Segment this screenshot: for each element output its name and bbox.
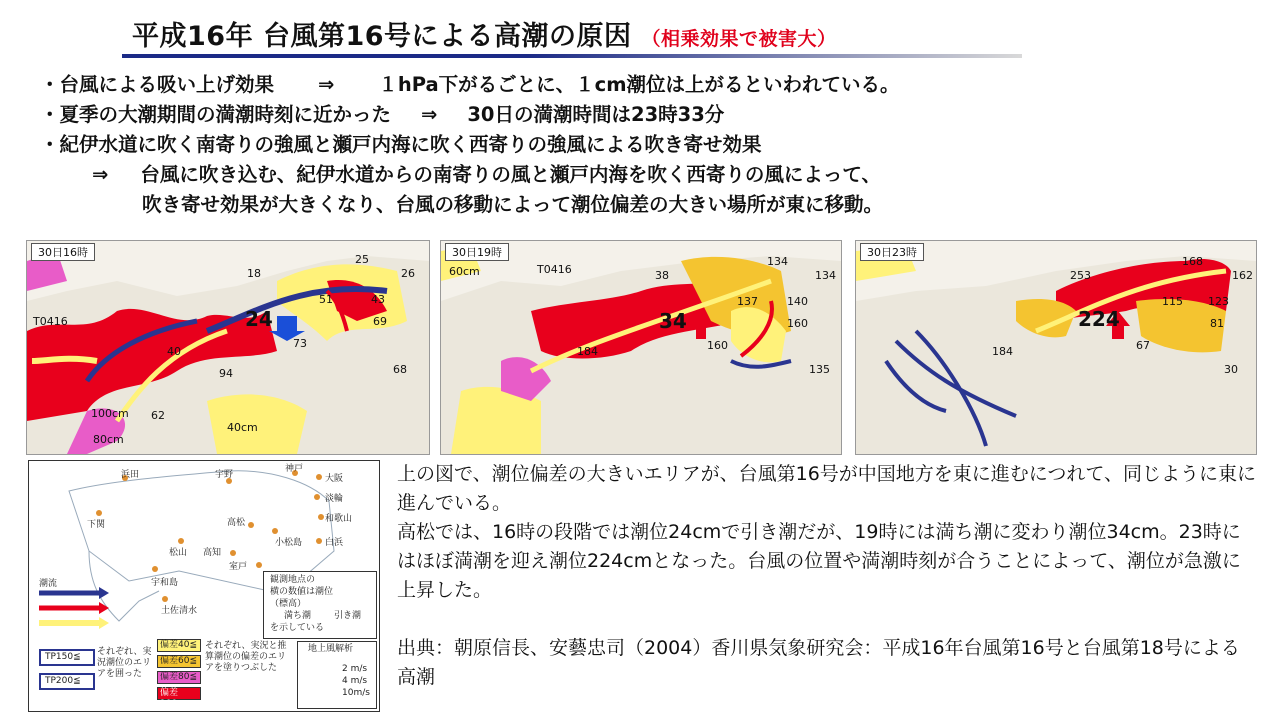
observation-note-box [263, 571, 377, 639]
station-value: 40 [167, 345, 181, 358]
obs-note: 観測地点の [270, 575, 316, 585]
dev100-label: 偏差100≦ [160, 688, 185, 709]
bullet-1-text: ・台風による吸い上げ効果 [40, 73, 275, 96]
bullet-3-sub-1-text: 台風に吹き込む、紀伊水道からの南寄りの風と瀬戸内海を吹く西寄りの風によって、 [140, 163, 881, 186]
map-legend [28, 460, 380, 712]
station-value: 160 [787, 317, 808, 330]
dev80-label: 偏差80≦ [160, 672, 197, 682]
town-label: 下関 [87, 520, 106, 530]
station-value: 168 [1182, 255, 1203, 268]
wind-speed-label: 4 m/s [342, 676, 368, 686]
bullet-1 [40, 70, 1250, 100]
bullet-3 [40, 130, 1250, 160]
station-value: 140 [787, 295, 808, 308]
tp-note: それぞれ、実況潮位のエリアを囲った [97, 647, 152, 679]
station-value: 184 [992, 345, 1013, 358]
takamatsu-value: 224 [1078, 307, 1120, 331]
tp200-label: TP200≦ [45, 676, 81, 686]
station-value: 115 [1162, 295, 1183, 308]
map-time-label: 30日19時 [445, 243, 509, 261]
station-value: 67 [1136, 339, 1150, 352]
dev40-swatch [157, 639, 201, 652]
town-label: 浜田 [121, 470, 140, 480]
obs-note: （標高） [270, 599, 307, 609]
dev40-label: 偏差40≦ [160, 640, 197, 650]
description [397, 460, 1257, 692]
station-value: 94 [219, 367, 233, 380]
typhoon-label: T0416 [33, 315, 68, 328]
station-value: 160 [707, 339, 728, 352]
bullet-list [40, 70, 1250, 220]
bullet-2-detail: 30日の満潮時間は23時33分 [467, 103, 725, 126]
town-label: 神戸 [285, 464, 304, 474]
tp150-swatch [39, 649, 95, 666]
dev-note: それぞれ、実況と推算潮位の偏差のエリアを塗りつぶした [205, 641, 287, 673]
source-citation: 出典：朝原信長、安藝忠司（2004）香川県気象研究会：平成16年台風第16号と台風第18号による高潮 [397, 637, 1240, 688]
page-title [132, 14, 837, 53]
deviation-label: 60cm [449, 265, 480, 278]
station-value: 135 [809, 363, 830, 376]
current-legend-label: 潮流 [39, 579, 58, 589]
arrow-icon: ⇒ [421, 103, 438, 126]
bullet-3-sub-2: 吹き寄せ効果が大きくなり、台風の移動によって潮位偏差の大きい場所が東に移動。 [142, 193, 884, 216]
bullet-3-text: ・紀伊水道に吹く南寄りの強風と瀬戸内海に吹く西寄りの強風による吹き寄せ効果 [40, 133, 762, 156]
town-label: 大阪 [325, 474, 344, 484]
station-value: 123 [1208, 295, 1229, 308]
arrow-icon: ⇒ [92, 163, 109, 186]
deviation-label: 40cm [227, 421, 258, 434]
title-area [122, 8, 1062, 60]
town-label: 白浜 [325, 538, 344, 548]
station-value: 62 [151, 409, 165, 422]
tide-map-19h [440, 240, 842, 455]
station-value: 162 [1232, 269, 1253, 282]
dev100-swatch [157, 687, 201, 709]
station-value: 26 [401, 267, 415, 280]
station-value: 81 [1210, 317, 1224, 330]
deviation-label: 100cm [91, 407, 129, 420]
station-value: 137 [737, 295, 758, 308]
town-label: 和歌山 [325, 514, 353, 524]
bullet-1-detail: １hPa下がるごとに、１cm潮位は上がるといわれている。 [378, 73, 900, 96]
typhoon-label: T0416 [537, 263, 572, 276]
station-value: 73 [293, 337, 307, 350]
town-label: 宇野 [215, 470, 234, 480]
obs-note: 横の数値は潮位 [270, 587, 334, 597]
description-p2: 高松では、16時の段階では潮位24cmで引き潮だが、19時には満ち潮に変わり潮位34cm。23時にはほぼ満潮を迎え潮位224cmとなった。台風の位置や満潮時刻が合うことによって、潮位が急激に上昇した。 [397, 521, 1241, 601]
title-underline [122, 54, 1022, 58]
wind-speed-label: 10m/s [342, 688, 370, 698]
takamatsu-value: 34 [659, 309, 687, 333]
obs-note-falling: 引き潮 [334, 611, 362, 621]
station-value: 253 [1070, 269, 1091, 282]
bullet-3-sub-1 [40, 160, 1250, 190]
town-label: 土佐清水 [161, 606, 198, 616]
wind-title: 地上風解析 [308, 644, 354, 654]
town-label: 小松島 [275, 538, 303, 548]
town-label: 高松 [227, 518, 246, 528]
station-value: 68 [393, 363, 407, 376]
station-value: 134 [767, 255, 788, 268]
bullet-2-text: ・夏季の大潮期間の満潮時刻に近かった [40, 103, 392, 126]
takamatsu-value: 24 [245, 307, 273, 331]
arrow-icon: ⇒ [318, 73, 335, 96]
town-label: 宇和島 [151, 578, 179, 588]
wind-speed-label: 2 m/s [342, 664, 368, 674]
tide-map-16h [26, 240, 430, 455]
tp200-swatch [39, 673, 95, 690]
town-label: 高知 [203, 548, 222, 558]
dev60-swatch [157, 655, 201, 668]
station-value: 18 [247, 267, 261, 280]
station-value: 69 [373, 315, 387, 328]
map-19h-drawing [441, 241, 841, 454]
station-value: 38 [655, 269, 669, 282]
station-value: 134 [815, 269, 836, 282]
subtitle: （相乗効果で被害大） [641, 28, 837, 50]
title-text: 平成16年 台風第16号による高潮の原因 [132, 21, 632, 52]
obs-note-rising: 満ち潮 [284, 611, 312, 621]
wind-legend-box [297, 641, 377, 709]
deviation-label: 80cm [93, 433, 124, 446]
tide-map-23h [855, 240, 1257, 455]
description-p1: 上の図で、潮位偏差の大きいエリアが、台風第16号が中国地方を東に進むにつれて、同じように東に進んでいる。 [397, 463, 1257, 514]
dev80-swatch [157, 671, 201, 684]
town-label: 松山 [169, 548, 188, 558]
map-23h-drawing [856, 241, 1256, 454]
map-time-label: 30日23時 [860, 243, 924, 261]
station-value: 51 [319, 293, 333, 306]
bullet-2 [40, 100, 1250, 130]
station-value: 30 [1224, 363, 1238, 376]
station-value: 43 [371, 293, 385, 306]
town-label: 室戸 [229, 562, 248, 572]
tp150-label: TP150≦ [45, 652, 81, 662]
dev60-label: 偏差60≦ [160, 656, 197, 666]
obs-note: を示している [270, 623, 325, 633]
station-value: 184 [577, 345, 598, 358]
map-time-label: 30日16時 [31, 243, 95, 261]
town-label: 淡輪 [325, 494, 344, 504]
station-value: 25 [355, 253, 369, 266]
